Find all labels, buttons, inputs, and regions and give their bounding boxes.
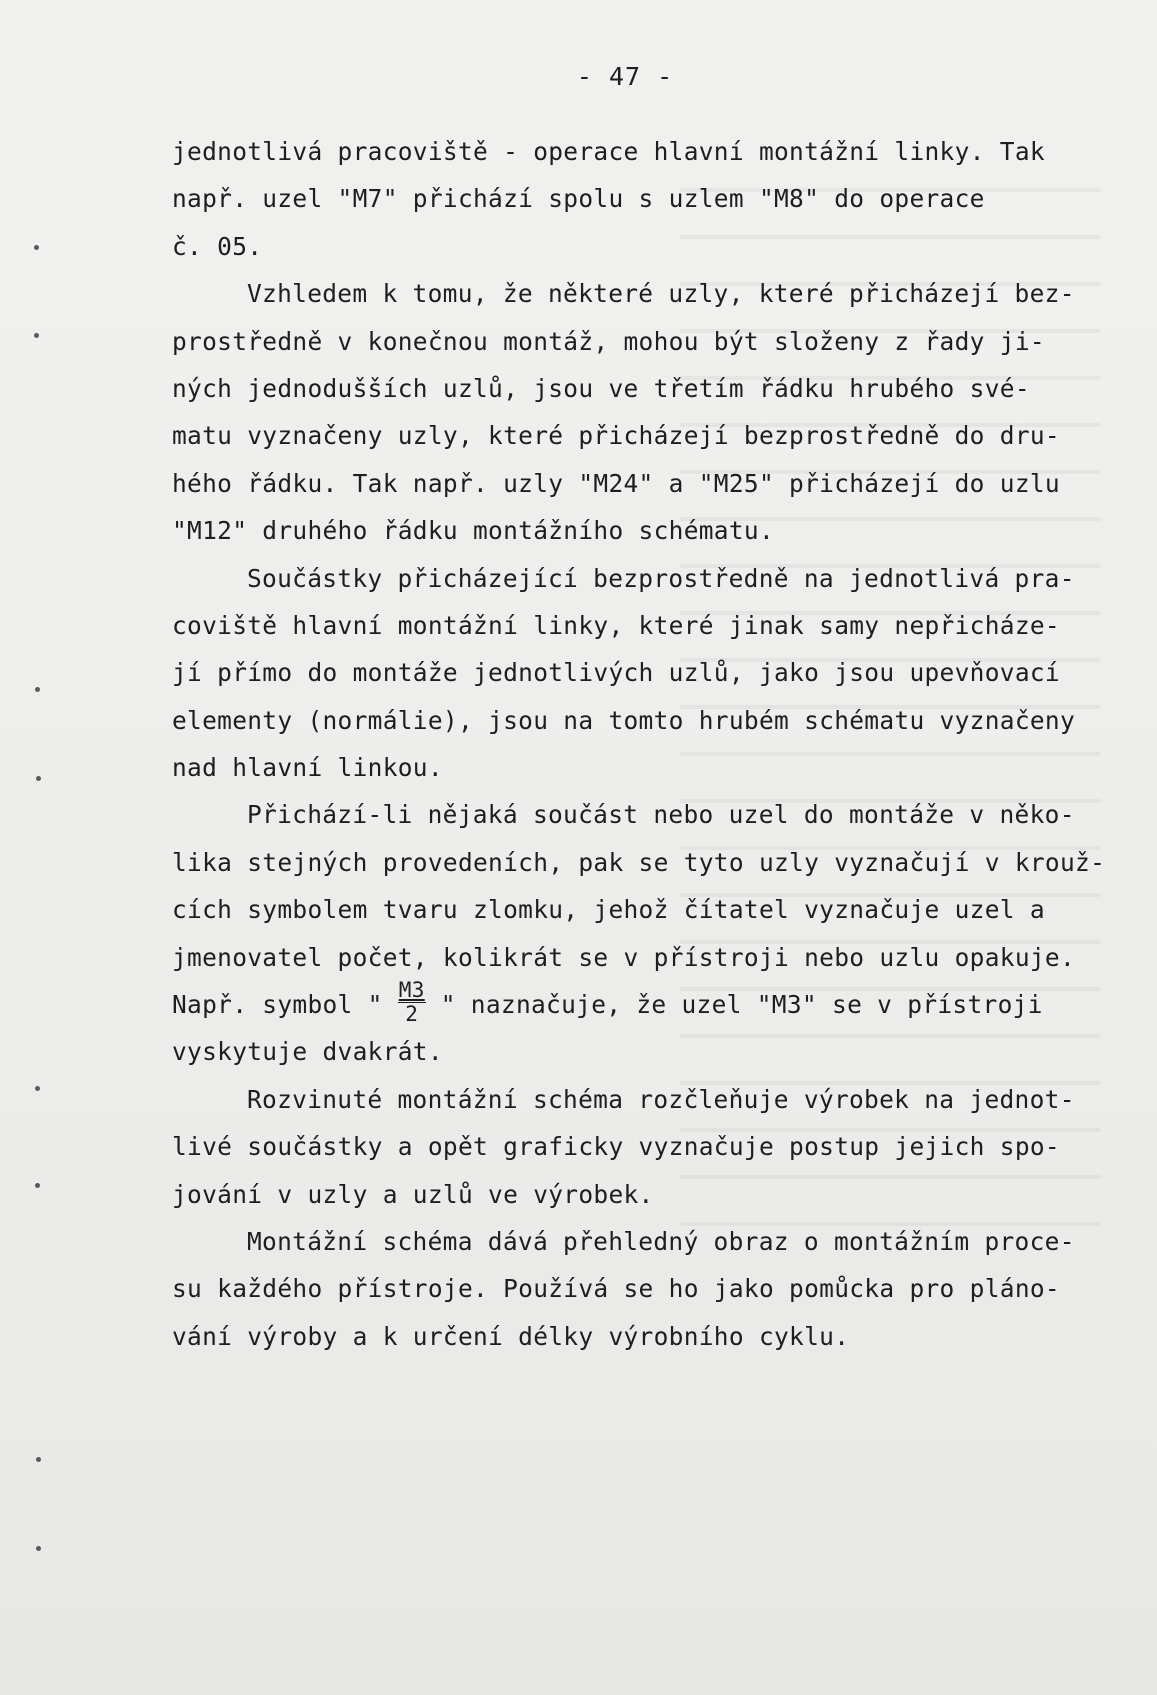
fraction-line-before: Např. symbol " [172,990,398,1020]
margin-punch-mark [35,1086,40,1091]
margin-punch-mark [34,245,39,250]
text-line: lika stejných provedeních, pak se tyto uzly vyznačují v krouž- [172,847,1106,877]
fraction-line-after: " naznačuje, že uzel "M3" se v přístroji [425,990,1043,1020]
text-line-with-fraction [172,977,1132,1028]
text-line: matu vyznačeny uzly, které přicházejí bezprostředně do dru- [172,421,1060,451]
fraction-denominator: 2 [405,1001,419,1026]
paragraph-first-line: Montážní schéma dává přehledný obraz o montážním proce- [247,1226,1075,1256]
text-line: např. uzel "M7" přichází spolu s uzlem "M8" do operace [172,184,985,214]
text-line: vání výroby a k určení délky výrobního cyklu. [172,1321,850,1351]
paragraph-first-line: Rozvinuté montážní schéma rozčleňuje výrobek na jednot- [247,1084,1075,1114]
text-line: "M12" druhého řádku montážního schématu. [172,516,775,546]
fraction-numerator: M3 [398,977,425,1002]
margin-punch-mark [35,687,40,692]
body-text [172,128,1132,1360]
margin-punch-mark [36,776,41,781]
margin-punch-mark [36,1546,41,1551]
text-line: cích symbolem tvaru zlomku, jehož čítatel vyznačuje uzel a [172,895,1045,925]
page-number: - 47 - [576,62,674,91]
text-line: ných jednodušších uzlů, jsou ve třetím řádku hrubého své- [172,373,1030,403]
paragraph-first-line: Vzhledem k tomu, že některé uzly, které přicházejí bez- [247,279,1075,309]
text-line: č. 05. [172,231,263,261]
text-line: hého řádku. Tak např. uzly "M24" a "M25" přicházejí do uzlu [172,468,1060,498]
margin-punch-mark [34,333,39,338]
margin-punch-mark [36,1457,41,1462]
text-line: coviště hlavní montážní linky, které jinak samy nepřicháze- [172,610,1060,640]
text-line: jí přímo do montáže jednotlivých uzlů, jako jsou upevňovací [172,658,1060,688]
text-line: livé součástky a opět graficky vyznačuje postup jejich spo- [172,1132,1060,1162]
text-line: elementy (normálie), jsou na tomto hrubém schématu vyznačeny [172,705,1076,735]
paragraph-first-line: Přichází-li nějaká součást nebo uzel do montáže v něko- [247,800,1075,830]
text-line: prostředně v konečnou montáž, mohou být složeny z řady ji- [172,326,1045,356]
text-line: vyskytuje dvakrát. [172,1037,443,1067]
text-line: jednotlivá pracoviště - operace hlavní montážní linky. Tak [172,137,1045,166]
fraction-symbol [398,977,426,1026]
paragraph-first-line: Součástky přicházející bezprostředně na jednotlivá pra- [247,563,1075,593]
text-line: jování v uzly a uzlů ve výrobek. [172,1179,654,1209]
text-line: jmenovatel počet, kolikrát se v přístroji nebo uzlu opakuje. [172,942,1076,972]
text-line: nad hlavní linkou. [172,753,443,783]
margin-punch-mark [35,1183,40,1188]
text-line: su každého přístroje. Používá se ho jako pomůcka pro pláno- [172,1274,1060,1304]
